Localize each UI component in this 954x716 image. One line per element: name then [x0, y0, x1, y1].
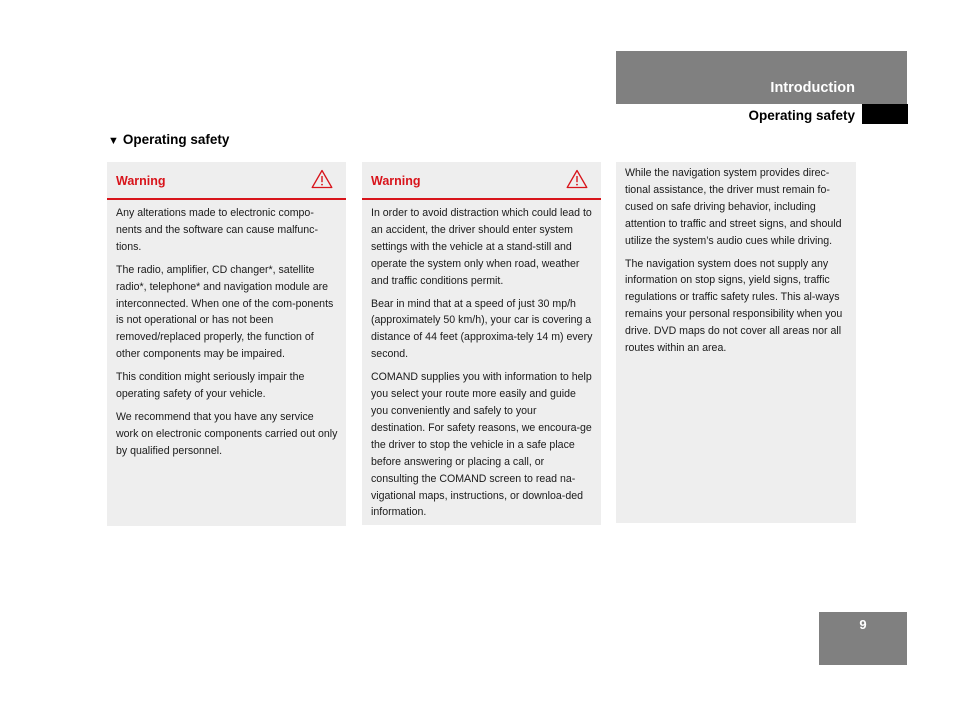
warning-triangle-icon [311, 169, 333, 189]
paragraph: The navigation system does not supply any information on stop signs, yield signs, traffic regulations or traffic safety rules. This al-ways remains your personal responsibility when you drive. DVD maps do not cover all areas nor all routes within an area. [625, 257, 843, 355]
warning-panel-electronics [107, 162, 346, 526]
section-title: Operating safety [748, 108, 855, 123]
warning-header [362, 162, 601, 200]
triangle-down-icon: ▼ [108, 135, 119, 147]
paragraph: Bear in mind that at a speed of just 30 mp/h (approximately 50 km/h), your car is covering a distance of 44 feet (approxima-tely 14 m) every second. [371, 297, 593, 361]
section-marker [862, 104, 908, 124]
warning-label: Warning [371, 174, 421, 188]
info-panel-navigation [616, 162, 856, 523]
chapter-tab [616, 51, 907, 104]
page-number: 9 [859, 617, 867, 632]
page-heading [108, 132, 229, 147]
warning-panel-distraction [362, 162, 601, 525]
paragraph: While the navigation system provides direc-tional assistance, the driver must remain fo-cused on safe driving behavior, including attention to traffic and street signs, and should utilize the system’s audio cues while driving. [625, 167, 842, 247]
warning-label: Warning [116, 174, 166, 188]
paragraph: Any alterations made to electronic compo-nents and the software can cause malfunc-tions. [116, 207, 318, 253]
paragraph: We recommend that you have any service work on electronic components carried out only by qualified personnel. [116, 410, 338, 457]
warning-header [107, 162, 346, 200]
chapter-title: Introduction [770, 80, 855, 96]
paragraph: This condition might seriously impair the operating safety of your vehicle. [116, 371, 305, 401]
paragraph: COMAND supplies you with information to help you select your route more easily and guide you conveniently and safely to your destination. For safety reasons, we encoura-ge the driver to stop the vehicle in a safe place before answering or placing a call, or consulting the COMAND screen to read na-vigational maps, instructions, or downloa-ded information. [371, 371, 592, 519]
heading-title: Operating safety [122, 132, 230, 147]
paragraph: In order to avoid distraction which could lead to an accident, the driver should enter system settings with the vehicle at a stand-still and operate the system only when road, weather and traffic conditions permit. [371, 207, 592, 287]
page-number-tab [819, 612, 907, 665]
paragraph: The radio, amplifier, CD changer*, satellite radio*, telephone* and navigation module are interconnected. When one of the com-ponents is not operational or has not been removed/replaced properly, the function of other components may be impaired. [116, 263, 334, 361]
warning-triangle-icon [566, 169, 588, 189]
